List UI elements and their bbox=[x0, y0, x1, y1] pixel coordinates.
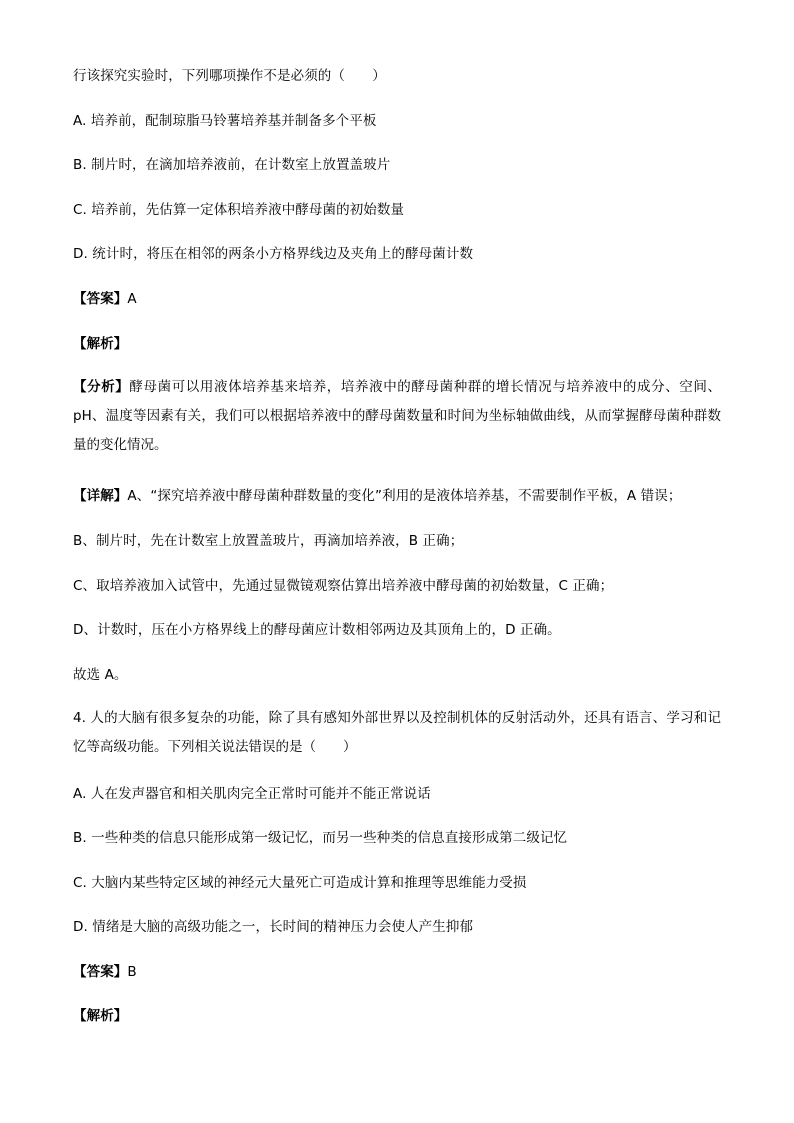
q3-xiangjie-text-a: A、“探究培养液中酵母菌种群数量的变化”利用的是液体培养基，不需要制作平板，A 错误； bbox=[127, 488, 682, 504]
q4-option-c: C. 大脑内某些特定区域的神经元大量死亡可造成计算和推理等思维能力受损 bbox=[73, 875, 527, 891]
q4-option-a: A. 人在发声器官和相关肌肉完全正常时可能并不能正常说话 bbox=[73, 786, 431, 802]
q3-conclusion: 故选 A。 bbox=[73, 667, 128, 683]
q3-answer-label: 【答案】 bbox=[73, 291, 128, 307]
q4-answer-value: B bbox=[127, 964, 137, 980]
q3-fenxi-text: 酵母菌可以用液体培养基来培养，培养液中的酵母菌种群的增长情况与培养液中的成分、空间、pH、温度等因素有关，我们可以根据培养液中的酵母菌数量和时间为坐标轴做曲线，从而掌握酵母菌种群数量的变化情况。 bbox=[73, 379, 722, 453]
q3-fenxi-label: 【分析】 bbox=[73, 379, 130, 395]
q4-option-d: D. 情绪是大脑的高级功能之一，长时间的精神压力会使人产生抑郁 bbox=[73, 919, 474, 935]
q3-analysis-label: 【解析】 bbox=[73, 336, 128, 352]
q3-option-a: A. 培养前，配制琼脂马铃薯培养基并制备多个平板 bbox=[73, 113, 377, 129]
q3-xiangjie-b: B、制片时，先在计数室上放置盖玻片，再滴加培养液，B 正确； bbox=[73, 533, 464, 549]
q3-fenxi bbox=[73, 373, 721, 460]
q4-answer bbox=[73, 962, 137, 982]
q3-xiangjie-label: 【详解】 bbox=[73, 488, 128, 504]
q4-option-b: B. 一些种类的信息只能形成第一级记忆，而另一些种类的信息直接形成第二级记忆 bbox=[73, 830, 568, 846]
q3-option-d: D. 统计时，将压在相邻的两条小方格界线边及夹角上的酵母菌计数 bbox=[73, 246, 474, 262]
q3-xiangjie-line-1 bbox=[73, 486, 681, 506]
q4-analysis-label: 【解析】 bbox=[73, 1008, 128, 1024]
q4-stem: 4. 人的大脑有很多复杂的功能，除了具有感知外部世界以及控制机体的反射活动外，还具有语言、学习和记忆等高级功能。下列相关说法错误的是（ ） bbox=[73, 710, 721, 755]
q3-answer bbox=[73, 289, 137, 309]
q3-xiangjie-d: D、计数时，压在小方格界线上的酵母菌应计数相邻两边及其顶角上的，D 正确。 bbox=[73, 622, 561, 638]
q3-option-b: B. 制片时，在滴加培养液前，在计数室上放置盖玻片 bbox=[73, 157, 391, 173]
q3-xiangjie-c: C、取培养液加入试管中，先通过显微镜观察估算出培养液中酵母菌的初始数量，C 正确； bbox=[73, 578, 614, 594]
q3-answer-value: A bbox=[127, 291, 137, 307]
q3-option-c: C. 培养前，先估算一定体积培养液中酵母菌的初始数量 bbox=[73, 202, 405, 218]
q4-answer-label: 【答案】 bbox=[73, 964, 128, 980]
q3-stem-end: 行该探究实验时，下列哪项操作不是必须的（ ） bbox=[73, 68, 386, 84]
